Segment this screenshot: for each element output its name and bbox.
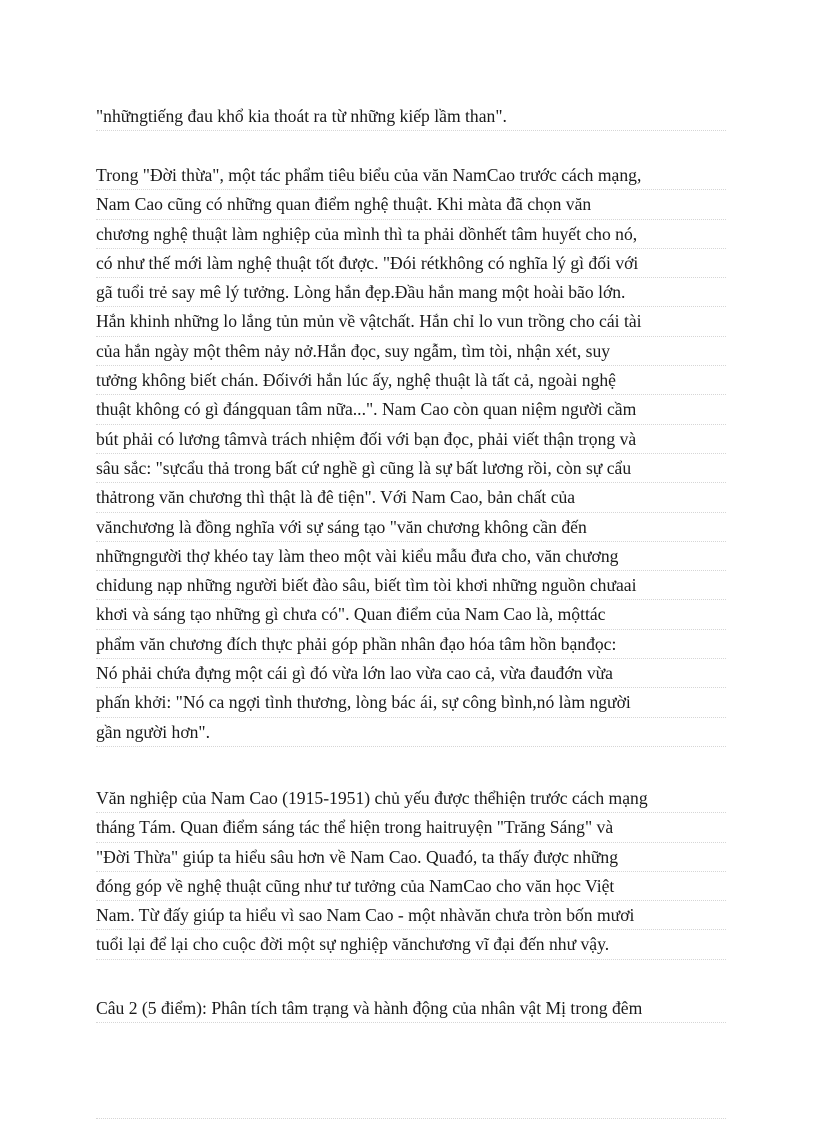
text-line: đóng góp về nghệ thuật cũng như tư tưởng của NamCao cho văn học Việt bbox=[96, 872, 726, 901]
text-line: nhữngngười thợ khéo tay làm theo một vài kiểu mẫu đưa cho, văn chương bbox=[96, 542, 726, 571]
text-line: của hắn ngày một thêm nảy nở.Hắn đọc, suy ngẫm, tìm tòi, nhận xét, suy bbox=[96, 337, 726, 366]
text-line: vănchương là đồng nghĩa với sự sáng tạo "văn chương không cần đến bbox=[96, 513, 726, 542]
text-line: thuật không có gì đángquan tâm nữa...". Nam Cao còn quan niệm người cầm bbox=[96, 395, 726, 424]
text-line: chỉdung nạp những người biết đào sâu, biết tìm tòi khơi những nguồn chưaai bbox=[96, 571, 726, 600]
paragraph-quote-end bbox=[96, 102, 726, 131]
text-line: "Đời Thừa" giúp ta hiểu sâu hơn về Nam Cao. Quađó, ta thấy được những bbox=[96, 843, 726, 872]
text-line: gần người hơn". bbox=[96, 718, 726, 747]
paragraph-doi-thua bbox=[96, 161, 726, 747]
text-line: tuổi lại để lại cho cuộc đời một sự nghiệp vănchương vĩ đại đến như vậy. bbox=[96, 930, 726, 959]
text-line: sâu sắc: "sựcẩu thả trong bất cứ nghề gì cũng là sự bất lương rồi, còn sự cẩu bbox=[96, 454, 726, 483]
paragraph-cau-2 bbox=[96, 994, 726, 1023]
text-line: phẩm văn chương đích thực phải góp phần nhân đạo hóa tâm hồn bạnđọc: bbox=[96, 630, 726, 659]
text-line: Nó phải chứa đựng một cái gì đó vừa lớn lao vừa cao cả, vừa đauđớn vừa bbox=[96, 659, 726, 688]
page-bottom-rule bbox=[96, 1118, 726, 1119]
text-line: Văn nghiệp của Nam Cao (1915-1951) chủ yếu được thểhiện trước cách mạng bbox=[96, 784, 726, 813]
text-line: phấn khởi: "Nó ca ngợi tình thương, lòng bác ái, sự công bình,nó làm người bbox=[96, 688, 726, 717]
text-line: tưởng không biết chán. Đốivới hắn lúc ấy, nghệ thuật là tất cả, ngoài nghệ bbox=[96, 366, 726, 395]
text-line: "nhữngtiếng đau khổ kia thoát ra từ những kiếp lầm than". bbox=[96, 102, 726, 131]
text-line: chương nghệ thuật làm nghiệp của mình thì ta phải dồnhết tâm huyết cho nó, bbox=[96, 220, 726, 249]
text-line: gã tuổi trẻ say mê lý tưởng. Lòng hắn đẹp.Đầu hắn mang một hoài bão lớn. bbox=[96, 278, 726, 307]
text-line: Câu 2 (5 điểm): Phân tích tâm trạng và hành động của nhân vật Mị trong đêm bbox=[96, 994, 726, 1023]
text-line: Hắn khinh những lo lắng tủn mủn về vậtchất. Hắn chỉ lo vun trồng cho cái tài bbox=[96, 307, 726, 336]
text-line: khơi và sáng tạo những gì chưa có". Quan điểm của Nam Cao là, mộttác bbox=[96, 600, 726, 629]
text-line: Nam Cao cũng có những quan điểm nghệ thuật. Khi màta đã chọn văn bbox=[96, 190, 726, 219]
text-line: tháng Tám. Quan điểm sáng tác thể hiện trong haitruyện "Trăng Sáng" và bbox=[96, 813, 726, 842]
text-line: Nam. Từ đấy giúp ta hiểu vì sao Nam Cao - một nhàvăn chưa tròn bốn mươi bbox=[96, 901, 726, 930]
text-line: thảtrong văn chương thì thật là đê tiện". Với Nam Cao, bản chất của bbox=[96, 483, 726, 512]
text-line: có như thế mới làm nghệ thuật tốt được. "Đói rétkhông có nghĩa lý gì đối với bbox=[96, 249, 726, 278]
text-line: bút phải có lương tâmvà trách nhiệm đối với bạn đọc, phải viết thận trọng và bbox=[96, 425, 726, 454]
paragraph-van-nghiep bbox=[96, 784, 726, 960]
text-line: Trong "Đời thừa", một tác phẩm tiêu biểu của văn NamCao trước cách mạng, bbox=[96, 161, 726, 190]
